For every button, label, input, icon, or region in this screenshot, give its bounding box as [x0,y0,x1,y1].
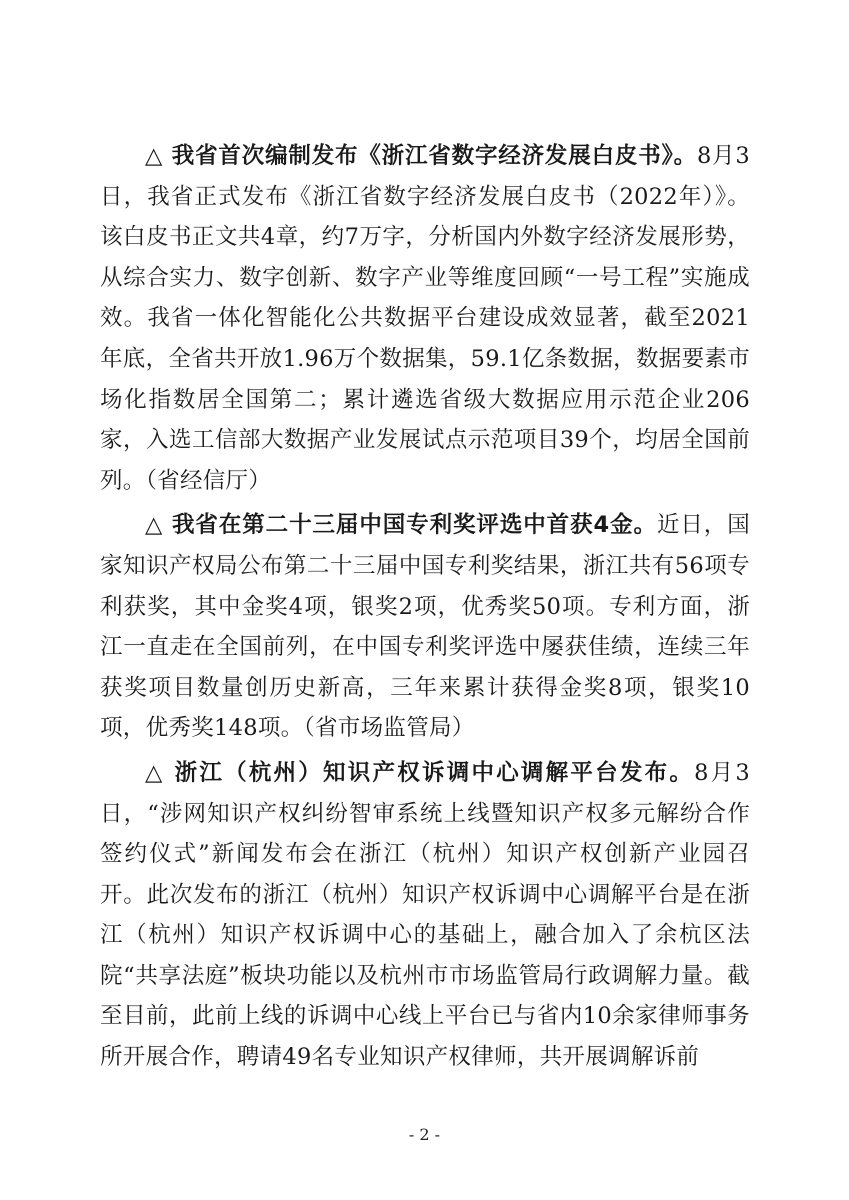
news-item-2-text: 近日，国家知识产权局公布第二十三届中国专利奖结果，浙江共有56项专利获奖，其中金奖4项，银奖2项，优秀奖50项。专利方面，浙江一直走在全国前列，在中国专利奖评选中屡获佳绩，连续三年获奖项目数量创历史新高，三年来累计获得金奖8项，银奖10项，优秀奖148项。（省市场监管局） [100,512,750,742]
news-item-2 [100,505,750,749]
news-item-2-headline: △ 我省在第二十三届中国专利奖评选中首获4金。 [145,512,657,539]
news-item-1 [100,136,750,501]
news-item-1-headline: △ 我省首次编制发布《浙江省数字经济发展白皮书》。 [145,143,697,169]
news-item-3 [100,753,750,1078]
news-item-3-headline: △ 浙江（杭州）知识产权诉调中心调解平台发布。 [145,759,695,786]
page-number: - 2 - [408,1125,441,1144]
news-item-3-text: 8月3日，“涉网知识产权纠纷智审系统上线暨知识产权多元解纷合作签约仪式”新闻发布会在浙江（杭州）知识产权创新产业园召开。此次发布的浙江（杭州）知识产权诉调中心调解平台是在浙江（杭州）知识产权诉调中心的基础上，融合加入了余杭区法院“共享法庭”板块功能以及杭州市市场监管局行政调解力量。截至目前，此前上线的诉调中心线上平台已与省内10余家律师事务所开展合作，聘请49名专业知识产权律师，共开展调解诉前 [100,759,750,1071]
news-item-1-text: 8月3日，我省正式发布《浙江省数字经济发展白皮书（2022年）》。该白皮书正文共4章，约7万字，分析国内外数字经济发展形势，从综合实力、数字创新、数字产业等维度回顾“一号工程”实施成效。我省一体化智能化公共数据平台建设成效显著，截至2021年底，全省共开放1.96万个数据集，59.1亿条数据，数据要素市场化指数居全国第二；累计遴选省级大数据应用示范企业206家，入选工信部大数据产业发展试点示范项目39个，均居全国前列。（省经信厅） [100,143,751,494]
document-body [100,136,750,1082]
